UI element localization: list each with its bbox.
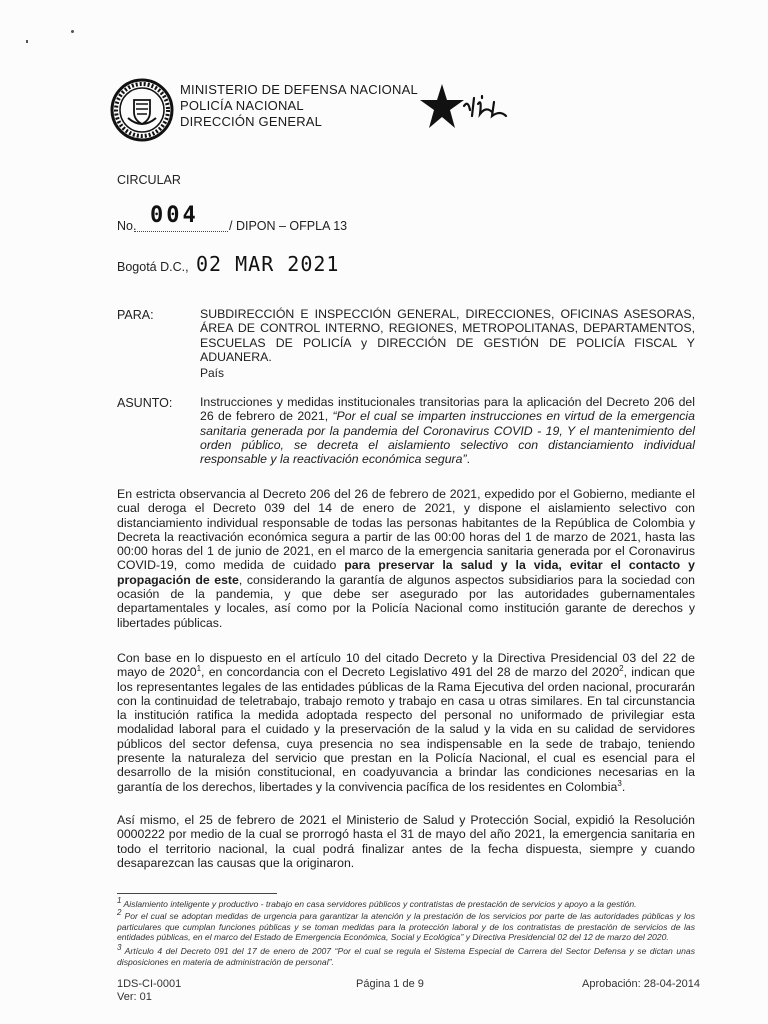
p1-bold: para preservar la salud y la vida, evitar el contacto y propagación de este (117, 558, 695, 587)
circular-number: 004 (150, 203, 199, 228)
direction-name: DIRECCIÓN GENERAL (180, 114, 323, 129)
asunto-end: . (466, 452, 470, 467)
p2-end: . (621, 779, 626, 794)
footnote-3-number: 3 (117, 943, 122, 953)
ministry-name: MINISTERIO DE DEFENSA NACIONAL (180, 82, 418, 97)
asunto-label: ASUNTO: (117, 396, 173, 410)
footnote-1-text: Aislamiento inteligente y productivo - trabajo en casa servidores públicos y contratistas de prestación de servicios y apoyo a la gestión. (121, 899, 637, 909)
police-name: POLICÍA NACIONAL (180, 98, 304, 113)
footnote-2-text: Por el cual se adoptan medidas de urgencia para garantizar la atención y la prestación de los servicios por parte de las autoridades públicas y los particulares que cumplan funciones públicas y se toman medidas para la protección laboral y de los contratistas de prestación de servicios de las entidades públicas, en el marco del Estado de Emergencia Económica, Social y Ecológica” y Directiva Presidencial 02 del 12 de marzo del 2020. (117, 911, 695, 942)
body-paragraph-1 (117, 487, 695, 630)
footnote-ref-1: 1 (196, 664, 202, 674)
number-prefix: No. (117, 219, 137, 233)
asunto-intro: Instrucciones y medidas institucionales transitorias para la aplicación del Decreto 206 del 26 de febrero de 2021, (200, 395, 695, 424)
star-signature-icon (420, 76, 520, 136)
para-recipients: SUBDIRECCIÓN E INSPECCIÓN GENERAL, DIRECCIONES, OFICINAS ASESORAS, ÁREA DE CONTROL INTERNO, REGIONES, METROPOLITANAS, DEPARTAMENTOS, ESCUELAS DE POLICÍA y DIRECCIÓN DE GESTIÓN DE POLICÍA FISCAL Y ADUANERA. (200, 307, 695, 364)
footnote-ref-2: 2 (619, 664, 624, 674)
body-paragraph-2 (117, 651, 695, 794)
footnote-3 (117, 943, 695, 967)
para-label: PARA: (117, 308, 154, 322)
p1-text-b: , considerando la garantía de algunos aspectos subsidiarios para la sociedad con ocasión de la pandemia, y que debe ser asegurado por las autoridades gubernamentales departamentales y locales, así como por la Policía Nacional como institución garante de derechos y libertades públicas. (117, 572, 695, 630)
footnote-divider (117, 893, 277, 894)
footer-page: Página 1 de 9 (356, 978, 424, 990)
number-suffix: / DIPON – OFPLA 13 (229, 219, 348, 233)
asunto-text (200, 395, 695, 466)
footnote-1-number: 1 (117, 896, 122, 906)
policia-nacional-seal-icon (110, 78, 174, 142)
body-paragraph-3: Así mismo, el 25 de febrero de 2021 el Ministerio de Salud y Protección Social, expidió la Resolución 0000222 por medio de la cual se prorrogó hasta el 31 de mayo del año 2021, la emergencia sanitaria en todo el territorio nacional, la cual podrá finalizar antes de la fecha dispuesta, siempre y cuando desaparezcan las causas que la originaron. (117, 813, 695, 870)
date-stamp: 02 MAR 2021 (196, 252, 340, 276)
p1-text-a: En estricta observancia al Decreto 206 del 26 de febrero de 2021, expedido por el Gobierno, mediante el cual deroga el Decreto 039 del 14 de enero de 2021, y dispone el aislamiento selectivo con distanciamiento individual responsable de todas las personas habitantes de la República de Colombia y Decreta la reactivación económica segura a partir de las 00:00 horas del 1 de marzo de 2021, hasta las 00:00 horas del 1 de junio de 2021, en el marco de la emergencia sanitaria generada por el Coronavirus COVID-19, como medida de cuidado (117, 487, 695, 573)
footer-version: Ver: 01 (117, 991, 152, 1003)
asunto-quote: “Por el cual se imparten instrucciones en virtud de la emergencia sanitaria generada por la pandemia del Coronavirus COVID - 19, Y el mantenimiento del orden público, se decreta el aislamiento selectivo con distanciamiento individual responsable y la reactivación económica segura” (200, 409, 695, 467)
footnote-ref-3: 3 (617, 778, 622, 788)
p2-text-a: Con base en lo dispuesto en el artículo 10 del citado Decreto y la Directiva Presidencial 03 del 22 de mayo de 2020 (117, 651, 695, 680)
footer-code: 1DS-CI-0001 (117, 978, 182, 990)
date-place: Bogotá D.C., (117, 260, 189, 274)
p2-text-b: , en concordancia con el Decreto Legislativo 491 del 28 de marzo del 2020 (201, 665, 620, 680)
footnote-2-number: 2 (117, 908, 122, 918)
doc-type: CIRCULAR (117, 173, 181, 187)
footer-approval: Aprobación: 28-04-2014 (582, 978, 701, 990)
footnote-1 (117, 896, 695, 910)
p2-text-c: , indican que los representantes legales de las entidades públicas de la Rama Ejecutiva del orden nacional, procurarán con la continuidad de teletrabajo, trabajo remoto y trabajo en casa u otras similares. En tal circunstancia la institución ratifica la medida adoptada respecto del personal no uniformado de privilegiar esta modalidad laboral para el cuidado y la preservación de la salud y la vida en su calidad de servidores públicos del sector defensa, cuya presencia no sea indispensable en la sede de trabajo, teniendo presente la naturaleza del servicio que prestan en la Policía Nacional, el cual es esencial para el desarrollo de la misión constitucional, en coadyuvancia a brindar las condiciones necesarias en la garantía de los derechos, libertades y la convivencia pacífica de los residentes en Colombia (117, 665, 695, 794)
number-underline (134, 231, 228, 232)
footnote-3-text: Artículo 4 del Decreto 091 del 17 de enero de 2007 “Por el cual se regula el Sistema Especial de Carrera del Sector Defensa y se dictan unas disposiciones en materia de administración de personal”. (117, 946, 695, 967)
para-country: País (200, 366, 225, 380)
scan-speck (71, 30, 74, 33)
scan-speck (26, 40, 28, 43)
footnote-2 (117, 908, 695, 943)
